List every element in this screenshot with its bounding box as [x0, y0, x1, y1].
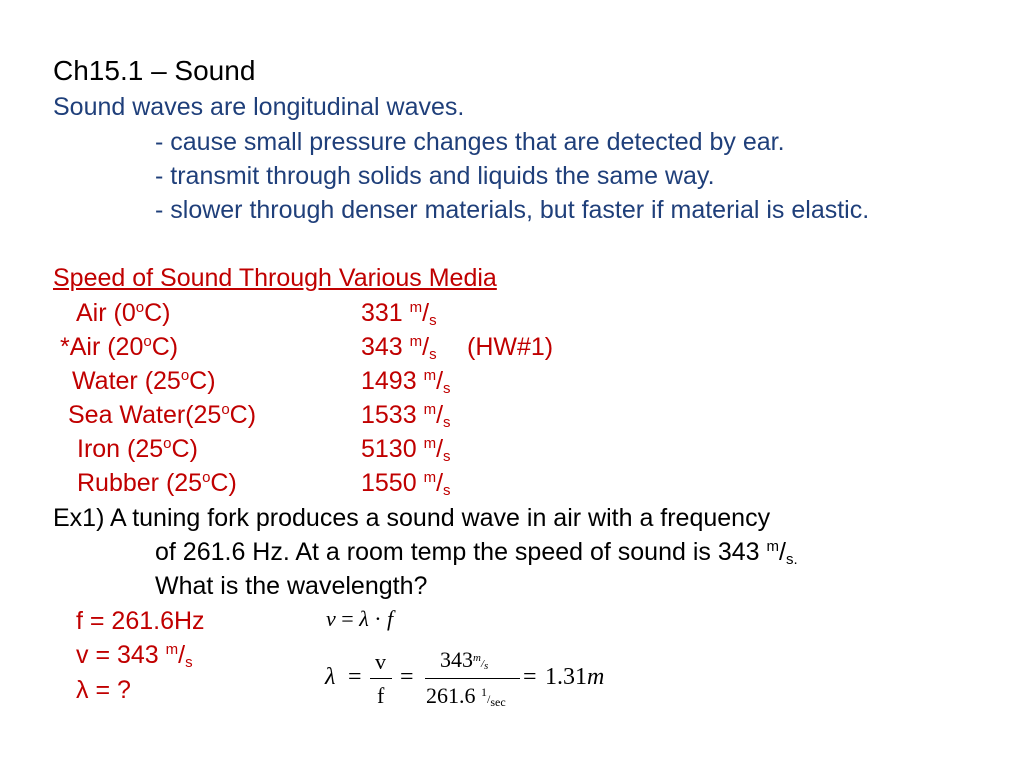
given-velocity: v = 343 $^m/_s$ [76, 641, 193, 671]
equals-sign: = [348, 664, 362, 690]
page-title: Ch15.1 – Sound [53, 55, 256, 86]
intro-bullet-1: - cause small pressure changes that are detected by ear. [155, 128, 785, 156]
speed-value: 1493 $^m/_s$ [361, 367, 451, 397]
given-wavelength: λ = ? [76, 676, 131, 704]
example-line-2: of 261.6 Hz. At a room temp the speed of sound is 343 $^m/_{s.}$ [155, 538, 798, 568]
medium-label: *Air (20$^o$C) [60, 333, 179, 361]
fraction-bar [425, 678, 520, 679]
speed-table-heading: Speed of Sound Through Various Media [53, 264, 497, 292]
medium-label: Sea Water(25$^o$C) [68, 401, 257, 429]
speed-value: 343 $^m/_s$ [361, 333, 437, 363]
fraction-bar [370, 678, 392, 679]
example-line-1: Ex1) A tuning fork produces a sound wave in air with a frequency [53, 504, 771, 532]
equals-sign: = [400, 664, 414, 690]
fraction-denominator: f [377, 683, 385, 708]
fraction-denominator: 261.6 $^1$/sec [426, 683, 506, 709]
intro-heading: Sound waves are longitudinal waves. [53, 93, 465, 121]
speed-value: 331 $^m/_s$ [361, 299, 437, 329]
result-value: 1.31m [545, 664, 605, 690]
medium-label: Rubber (25$^o$C) [77, 469, 237, 497]
lambda-symbol: λ [325, 664, 336, 690]
homework-note: (HW#1) [467, 333, 554, 361]
fraction-numerator: 343$^m$/s [440, 647, 489, 672]
medium-label: Water (25$^o$C) [72, 367, 216, 395]
example-line-3: What is the wavelength? [155, 572, 428, 600]
speed-value: 1550 $^m/_s$ [361, 469, 451, 499]
intro-bullet-3: - slower through denser materials, but faster if material is elastic. [155, 196, 870, 224]
fraction-numerator: v [375, 649, 386, 674]
given-frequency: f = 261.6Hz [76, 607, 205, 635]
wave-equation: v = λ · f [326, 606, 394, 631]
medium-label: Iron (25$^o$C) [77, 435, 198, 463]
equals-sign: = [523, 664, 537, 690]
speed-value: 1533 $^m/_s$ [361, 401, 451, 431]
intro-bullet-2: - transmit through solids and liquids the same way. [155, 162, 715, 190]
speed-value: 5130 $^m/_s$ [361, 435, 451, 465]
medium-label: Air (0$^o$C) [76, 299, 171, 327]
